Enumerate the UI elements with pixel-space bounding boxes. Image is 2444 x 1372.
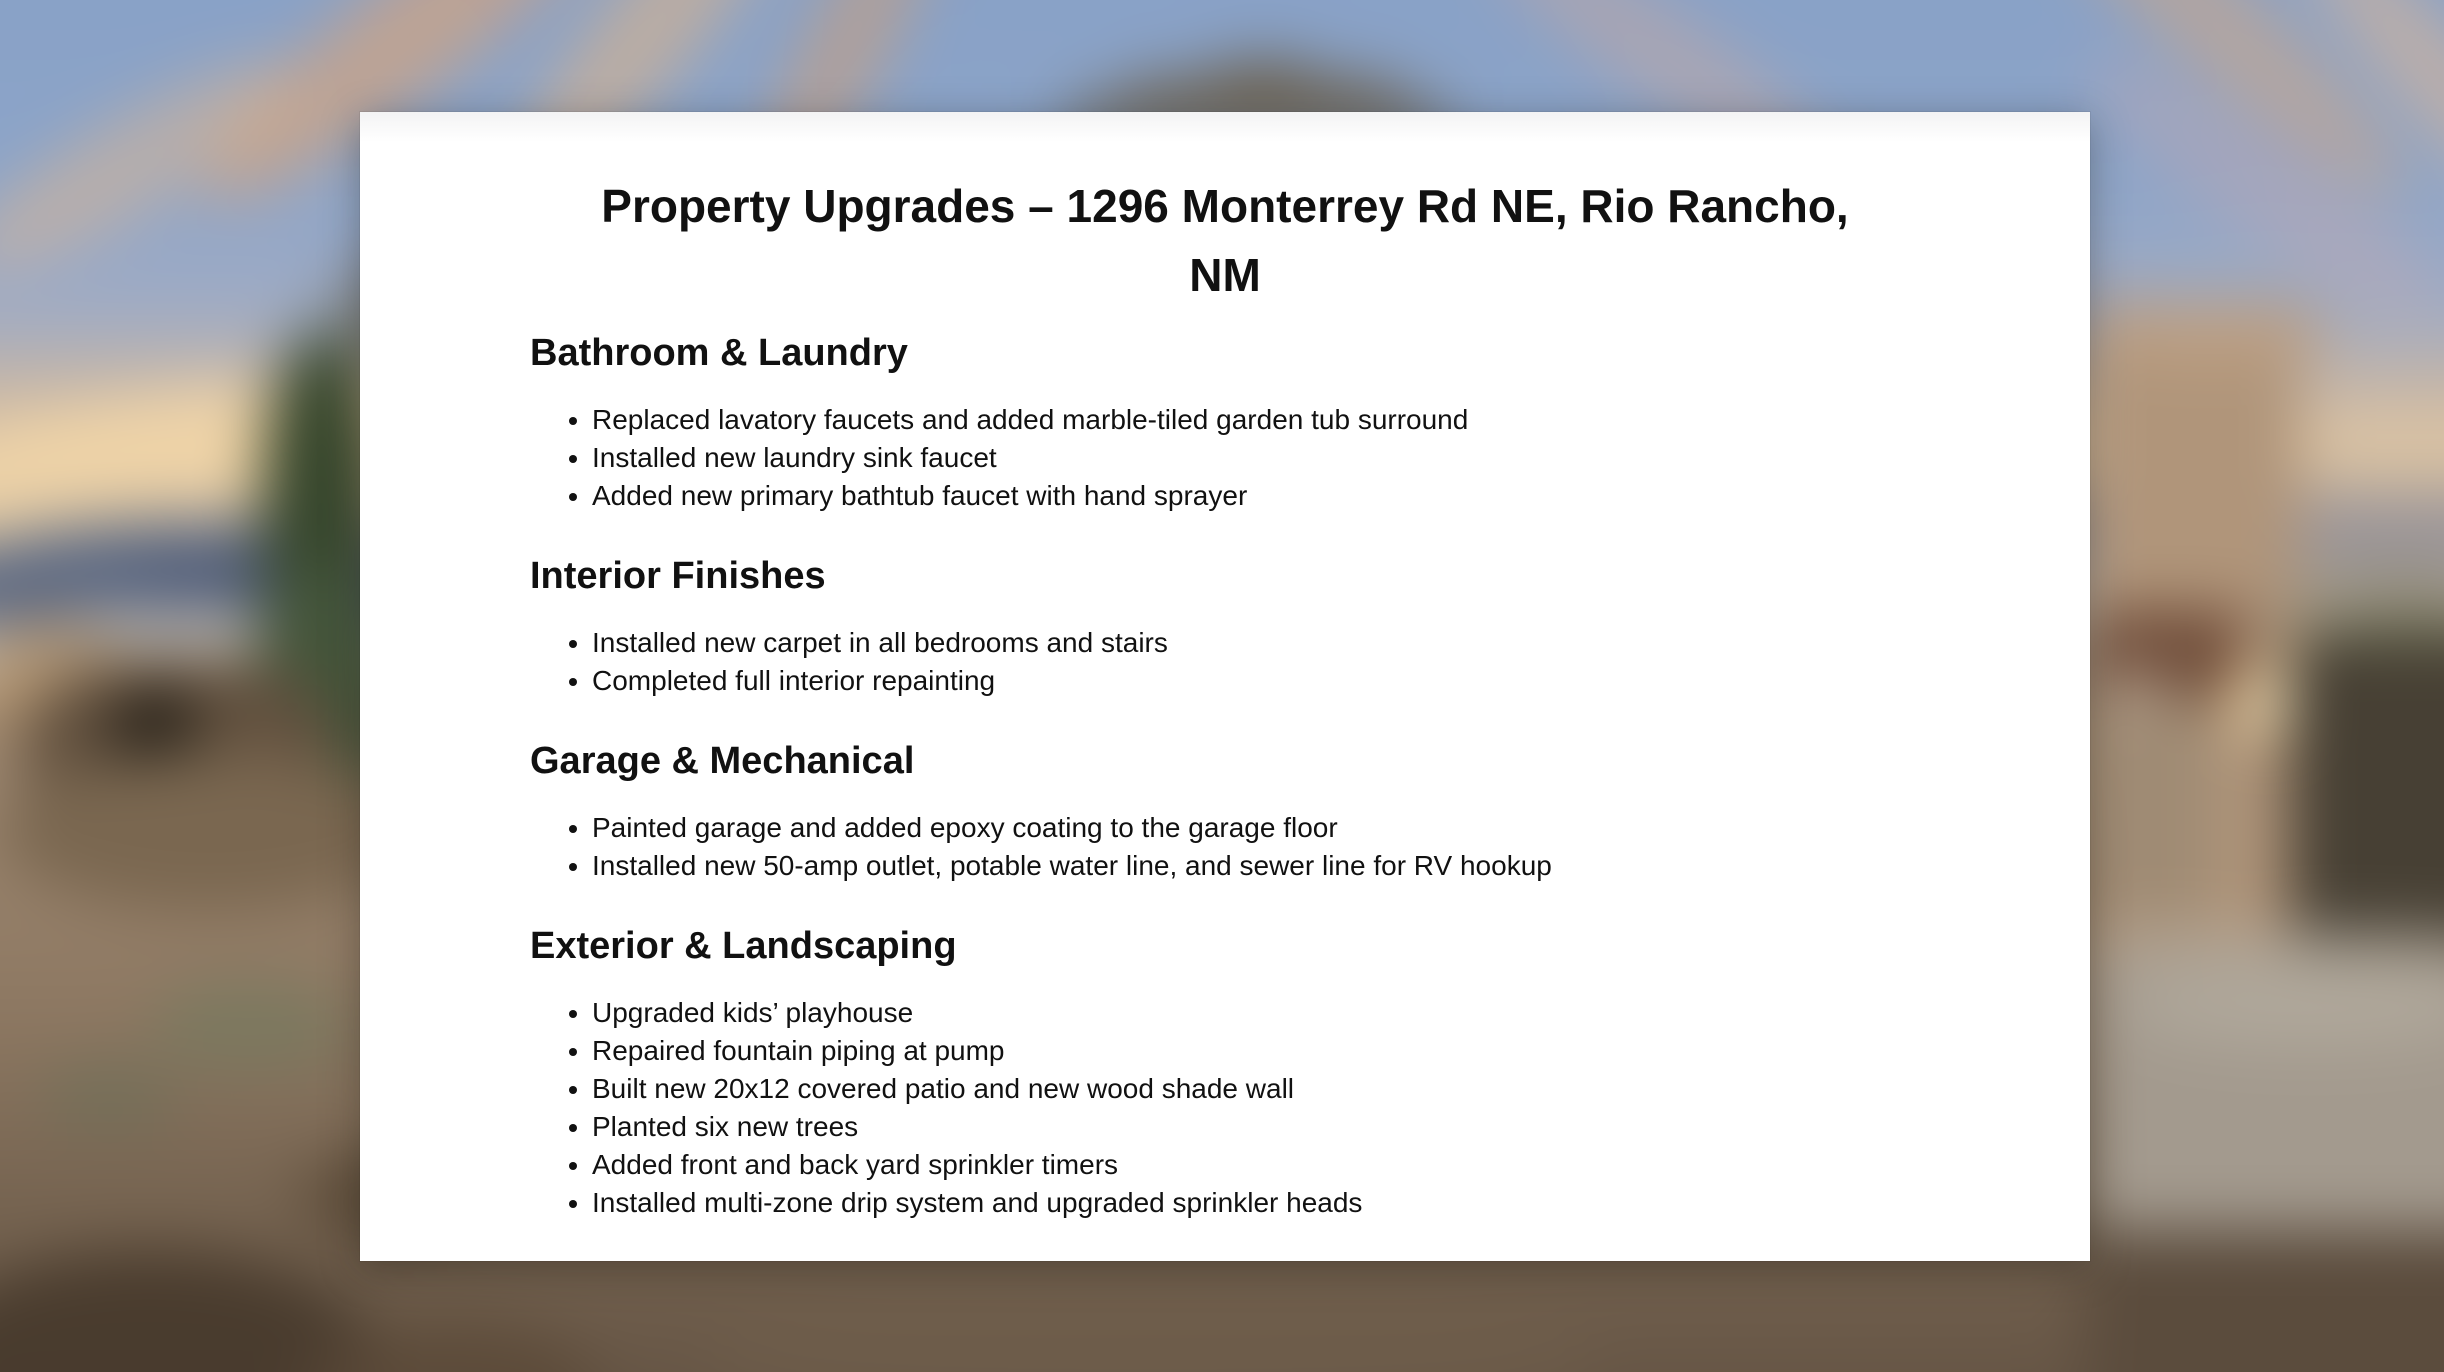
list-item: • Installed multi-zone drip system and upgraded sprinkler heads [592, 1184, 1920, 1222]
document-title: Property Upgrades – 1296 Monterrey Rd NE, Rio Rancho, NM [601, 180, 1849, 301]
document-section [530, 738, 1920, 885]
document-section [530, 330, 1920, 515]
list-item: • Replaced lavatory faucets and added marble-tiled garden tub surround [592, 401, 1920, 439]
ground-mound [0, 750, 420, 910]
list-item: • Installed new carpet in all bedrooms and stairs [592, 624, 1920, 662]
section-heading: Exterior & Landscaping [530, 925, 957, 967]
section-heading: Interior Finishes [530, 555, 826, 597]
list-item: • Installed new laundry sink faucet [592, 439, 1920, 477]
list-item: • Installed new 50-amp outlet, potable water line, and sewer line for RV hookup [592, 847, 1920, 885]
list-item: • Built new 20x12 covered patio and new wood shade wall [592, 1070, 1920, 1108]
section-list [530, 401, 1920, 515]
list-item: • Added front and back yard sprinkler timers [592, 1146, 1920, 1184]
shrub-hedge [2290, 640, 2444, 970]
dark-ground-right [2085, 1230, 2444, 1372]
house-parapet-highlight [2085, 300, 2335, 360]
upgrades-document-card [360, 112, 2090, 1261]
section-list [530, 809, 1920, 885]
list-item: • Painted garage and added epoxy coating to the garage floor [592, 809, 1920, 847]
list-item: • Upgraded kids’ playhouse [592, 994, 1920, 1032]
section-heading: Bathroom & Laundry [530, 332, 908, 374]
section-heading: Garage & Mechanical [530, 740, 915, 782]
section-list [530, 624, 1920, 700]
list-item: • Repaired fountain piping at pump [592, 1032, 1920, 1070]
list-item: • Planted six new trees [592, 1108, 1920, 1146]
list-item: • Completed full interior repainting [592, 662, 1920, 700]
document-section [530, 923, 1920, 1222]
garage-door [2085, 700, 2215, 920]
sage-bush-2 [40, 1060, 180, 1130]
sage-bush [150, 980, 350, 1070]
document-section [530, 553, 1920, 700]
section-list [530, 994, 1920, 1222]
list-item: • Added new primary bathtub faucet with hand sprayer [592, 477, 1920, 515]
sections [530, 330, 1920, 1222]
